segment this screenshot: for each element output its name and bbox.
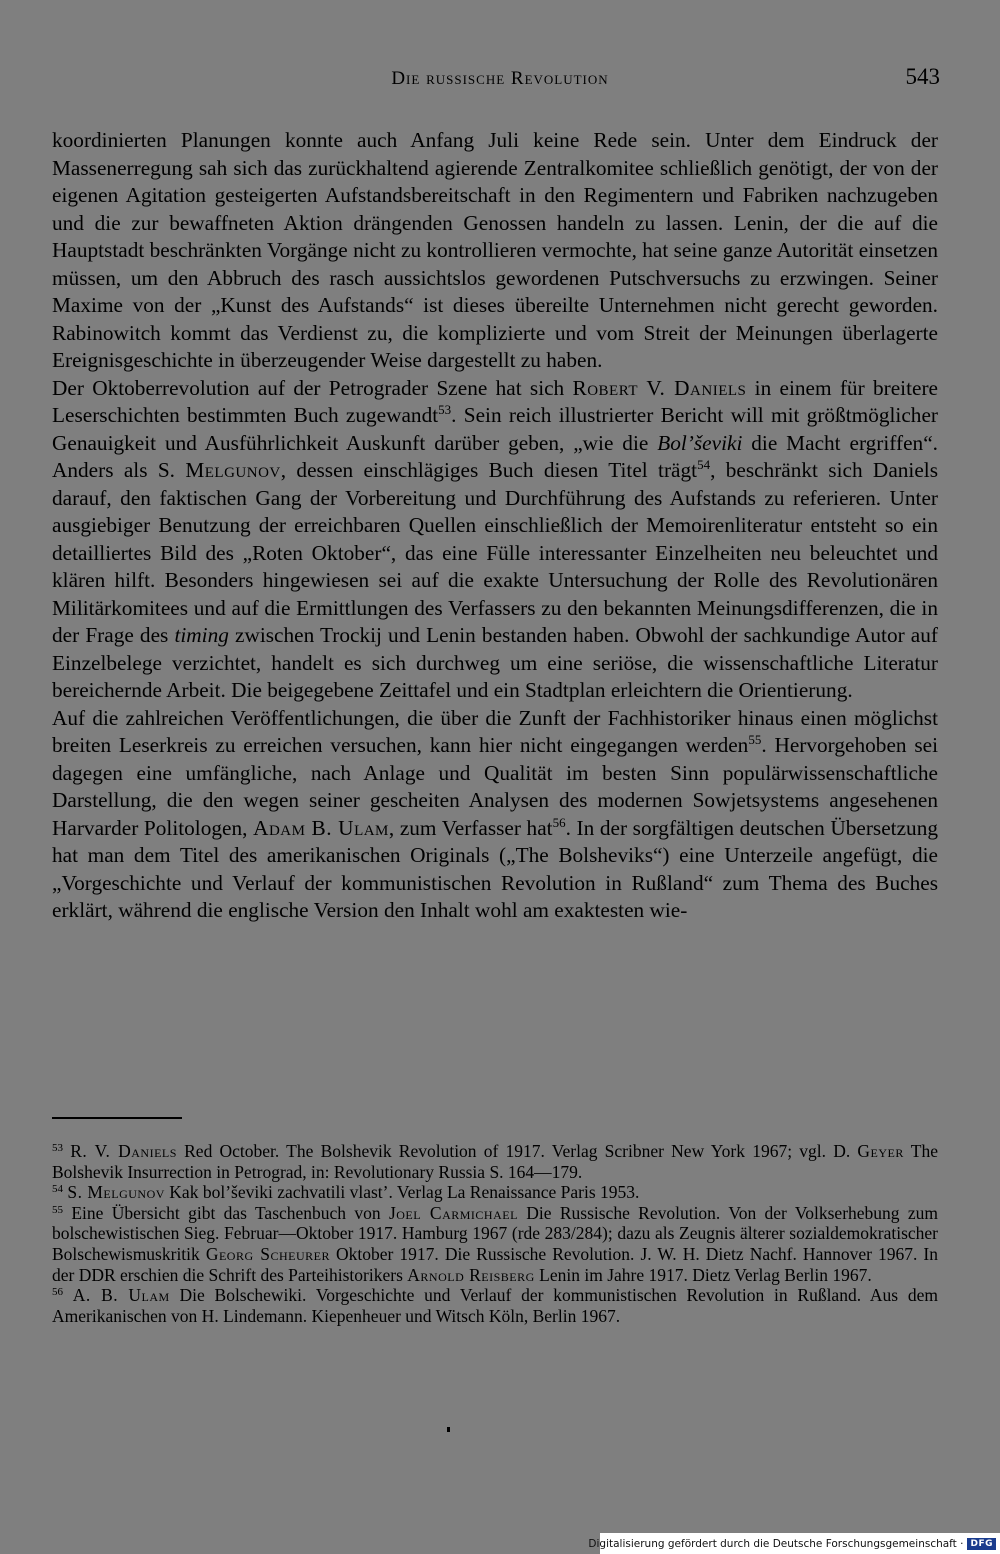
italic-term: timing — [174, 623, 229, 647]
author-name: Adam B. Ulam — [253, 815, 389, 840]
text-span: Auf die zahlreichen Veröffentlichungen, die über die Zunft der Fachhistoriker hinaus einen möglichst breiten Leserkreis zu erreichen versuchen, kann hier nicht eingegangen werden — [52, 705, 938, 757]
text-span: Eine Übersicht gibt das Taschenbuch von — [71, 1202, 389, 1223]
text-span: The Bolshevik Insurrection in Petrograd, in: Revolutionary Russia S. 164—179. — [52, 1141, 938, 1182]
italic-term: Bol’ševiki — [657, 430, 743, 455]
text-span: Die Bolschewiki. Vorgeschichte und Verlauf der kommunistischen Revolution in Rußland. Aus dem Amerikanischen von H. Lindemann. Kiepenheuer und Witsch Köln, Berlin 1967. — [52, 1285, 938, 1326]
text-span: in einem für breitere Leserschichten bestimmten Buch zugewandt — [52, 375, 938, 427]
footnote-ref: 54 — [697, 457, 711, 472]
main-text — [52, 127, 938, 925]
footnote-divider — [52, 1117, 182, 1119]
author-name: Joel Carmichael — [388, 1202, 518, 1223]
text-span: Lenin im Jahre 1917. Dietz Verlag Berlin 1967. — [534, 1264, 872, 1285]
author-name: Geyer — [857, 1141, 904, 1161]
footnote-ref: 55 — [748, 732, 762, 747]
paragraph-1: koordinierten Planungen konnte auch Anfang Juli keine Rede sein. Unter dem Eindruck der Massenerregung sah sich das zurückhaltend agierende Zentralkomitee schließlich genötigt, der von der eigenen Agitation gesteigerten Aufstandsbereitschaft in den Regimentern und Fabriken nachzugeben und die zur bewaffneten Aktion drängenden Genossen handeln zu lassen. Lenin, der die auf die Hauptstadt beschränkten Vorgänge nicht zu kontrollieren vermochte, hat seine ganze Autorität einsetzen müssen, um den Abbruch des rasch aussichtslos gewordenen Putschversuchs zu erzwingen. Seiner Maxime von der „Kunst des Aufstands“ ist dieses übereilte Unternehmen nicht gerecht geworden. Rabinowitch kommt das Verdienst zu, die komplizierte und vom Streit der Meinungen überlagerte Ereignisgeschichte in überzeugender Weise dargestellt zu haben. — [52, 128, 938, 372]
digitization-credit-bar — [588, 1533, 1000, 1554]
text-span: Die Russische Revolution. Von der Volkserhebung zum bolschewistischen Sieg. Februar—Oktober 1917. Hamburg 1967 (rde 283/284); dazu als Zeugnis älterer sozialdemokratischer Bolschewismuskritik — [52, 1202, 938, 1264]
author-name: A. B. Ulam — [72, 1285, 170, 1306]
text-span: zwischen Trockij und Lenin bestanden haben. Obwohl der sachkundige Autor auf Einzelbelege verzichtet, handelt es sich durchweg um eine seriöse, die wissenschaftliche Literatur bereichernde Arbeit. Die beigegebene Zeittafel und ein Stadtplan erleichtern die Orientierung. — [52, 623, 938, 702]
author-name: Georg Scheurer — [205, 1243, 330, 1264]
footnote-53 — [52, 1141, 938, 1182]
text-span: . Sein reich illustrierter Bericht will mit größtmöglicher Genauigkeit und Ausführlichkeit Auskunft darüber geben, „wie die — [52, 403, 938, 455]
footnotes — [52, 1141, 938, 1326]
text-span: Kak bol’ševiki zachvatili vlast’. Verlag La Renaissance Paris 1953. — [164, 1182, 640, 1203]
footnote-number: 54 — [52, 1183, 63, 1196]
text-span: Red October. The Bolshevik Revolution of 1917. Verlag Scribner New York 1967; vgl. D. — [176, 1141, 858, 1161]
text-span: . In der sorgfältigen deutschen Übersetzung hat man dem Titel des amerikanischen Originals („The Bolsheviks“) eine Unterzeile angefügt, die „Vorgeschichte und Verlauf der kommunistischen Revolution in Rußland“ zum Thema des Buches erklärt, während die englische Version den Inhalt wohl am exaktesten wie- — [52, 815, 938, 922]
credit-text: Digitalisierung gefördert durch die Deutsche Forschungsgemeinschaft · — [588, 1537, 964, 1550]
text-span: , dessen einschlägiges Buch diesen Titel trägt — [280, 458, 698, 482]
author-name: S. Melgunov — [67, 1182, 165, 1203]
author-name: Melgunov — [185, 458, 281, 482]
footnote-number: 53 — [52, 1142, 63, 1154]
author-name: Arnold Reisberg — [407, 1264, 535, 1285]
text-span: , zum Verfasser hat — [388, 815, 553, 840]
footnote-number: 55 — [52, 1203, 63, 1216]
text-span: die Macht ergriffen“. Anders als S. — [52, 430, 938, 482]
page-mark — [447, 1427, 450, 1432]
paragraph-3 — [52, 705, 938, 925]
text-span: . Hervorgehoben sei dagegen eine umfängliche, nach Anlage und Qualität im besten Sinn populärwissenschaftliche Darstellung, die den wegen seiner gescheiten Analysen des modernen Sowjetsystems angesehenen Harvarder Politologen, — [52, 733, 938, 840]
footnote-55 — [52, 1203, 938, 1285]
footnote-ref: 53 — [438, 402, 452, 417]
page-number: 543 — [905, 64, 940, 89]
text-span: , beschränkt sich Daniels darauf, den faktischen Gang der Vorbereitung und Durchführung des Aufstands zu referieren. Unter ausgiebiger Benutzung der erreichbaren Quellen einschließlich der Memoirenliteratur entsteht so ein detailliertes Bild des „Roten Oktober“, das eine Fülle interessanter Einzelheiten neu beleuchtet und klären hilft. Besonders hingewiesen sei auf die exakte Untersuchung der Rolle des Revolutionären Militärkomitees und auf die Ermittlungen des Verfassers zu den bekannten Meinungsdifferenzen, die in der Frage des — [52, 458, 938, 647]
footnote-number: 56 — [52, 1286, 63, 1299]
footnote-ref: 56 — [552, 814, 566, 830]
text-span: Der Oktoberrevolution auf der Petrograder Szene hat sich — [52, 375, 573, 400]
text-span: Oktober 1917. Die Russische Revolution. J. W. H. Dietz Nachf. Hannover 1967. In der DDR erschien die Schrift des Parteihistorikers — [52, 1243, 939, 1285]
author-name: Robert V. Daniels — [572, 375, 747, 400]
footnote-56 — [52, 1285, 938, 1326]
footnote-54 — [52, 1182, 938, 1203]
author-name: R. V. Daniels — [70, 1141, 177, 1161]
running-title: Die russische Revolution — [391, 68, 609, 89]
dfg-logo-icon: DFG — [967, 1538, 996, 1550]
paragraph-2 — [52, 375, 938, 705]
